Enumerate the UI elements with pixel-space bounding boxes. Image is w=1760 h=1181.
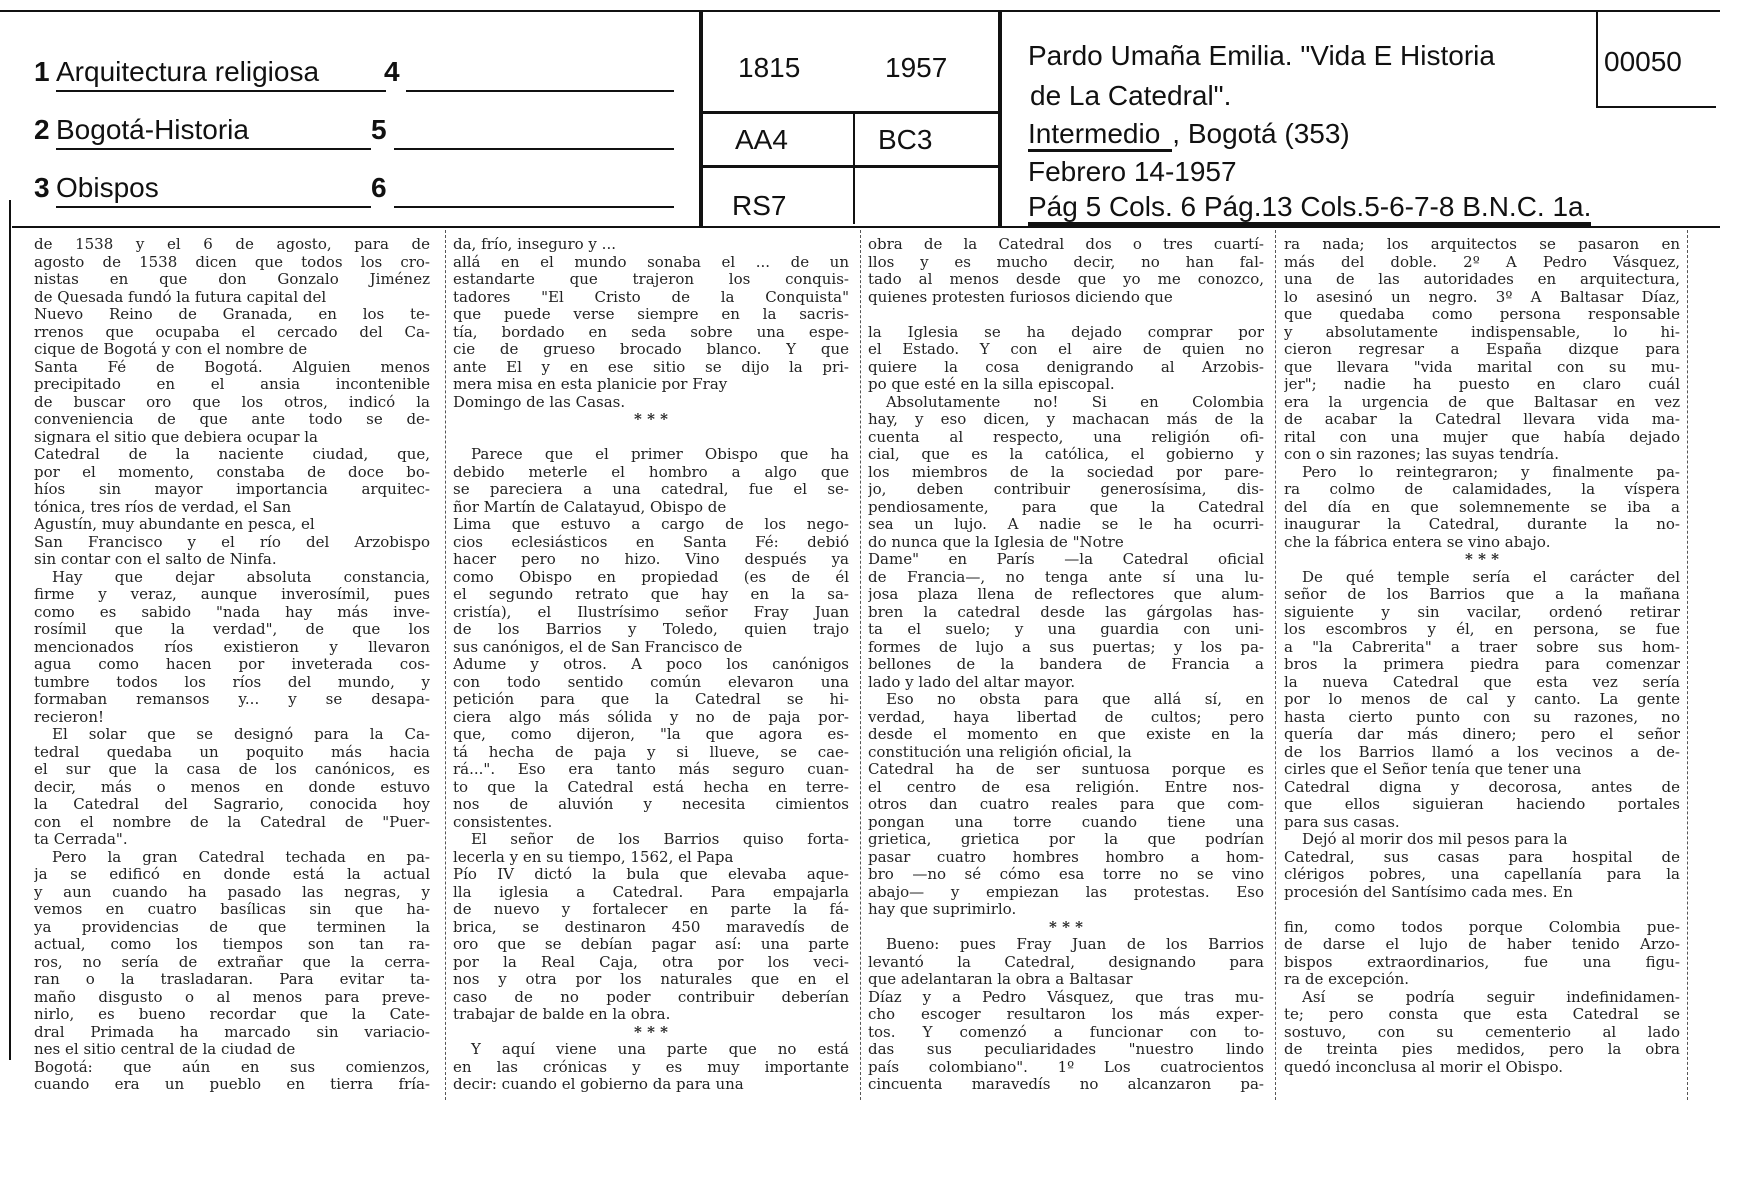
article-line: de acabar la Catedral llevara vida ma- xyxy=(1284,411,1680,428)
article-column-3 xyxy=(868,236,1264,1094)
publication-name: Intermedio xyxy=(1028,118,1172,152)
article-line: tía, bordado en seda sobre una espe- xyxy=(453,323,849,341)
article-line: lecerla y en su tiempo, 1562, el Papa xyxy=(453,848,734,866)
article-line: ta Cerrada". xyxy=(34,831,128,848)
article-line: desde el momento en que existe en la xyxy=(868,726,1264,743)
article-line: bro —no sé cómo esa torre no se vino xyxy=(868,866,1264,883)
article-line: rosímil que la verdad", de que los xyxy=(34,621,430,638)
article-line: llos y es mucho decir, no han fal- xyxy=(868,253,1264,271)
article-line: que llevara "vida marital con su mu- xyxy=(1284,358,1680,376)
subject-row-3 xyxy=(34,168,674,208)
article-line: de los Barrios llamó a los vecinos a de- xyxy=(1284,743,1680,761)
top-border xyxy=(0,10,1720,12)
subject-label: Arquitectura religiosa xyxy=(56,56,320,87)
record-number: 00050 xyxy=(1604,46,1682,77)
article-line: los escombros y él, en persona, se fue xyxy=(1284,621,1680,638)
article-line: ros, no sería de extrañar que la cerra- xyxy=(34,953,430,971)
article-line: pendiosamente, para que la Catedral xyxy=(868,498,1264,516)
article-line xyxy=(868,306,1264,324)
article-line: nos y otra por los naturales que en el xyxy=(453,971,849,988)
article-line: oro que se debían pagar así: una parte xyxy=(453,936,849,953)
subject-blank-line xyxy=(394,148,674,150)
citation-date: Febrero 14-1957 xyxy=(1028,156,1237,187)
article-line: Dejó al morir dos mil pesos para la xyxy=(1302,831,1568,848)
article-line: mera misa en esta planicie por Fray xyxy=(453,376,728,393)
article-line: decir, más o menos en donde estuvo xyxy=(34,778,430,796)
article-line: el Estado. Y con el aire de quien no xyxy=(868,341,1264,358)
article-line: pongan una torre cuando tiene una xyxy=(868,813,1264,831)
article-line: para sus casas. xyxy=(1284,813,1400,831)
subject-row-2 xyxy=(34,110,674,150)
article-line: ra de excepción. xyxy=(1284,971,1410,988)
article-line: agua como hacen por inveterada cos- xyxy=(34,656,430,673)
article-line: Díaz y a Pedro Vásquez, que tras mu- xyxy=(868,988,1264,1006)
article-line: vemos en cuatro basílicas sin que ha- xyxy=(34,901,430,918)
subject-number: 6 xyxy=(371,172,387,203)
article-line: lado y lado del altar mayor. xyxy=(868,673,1076,691)
article-line: el centro de esa religión. Entre nos- xyxy=(868,778,1264,796)
article-line: * * * xyxy=(1465,551,1499,568)
article-line: po que esté en la silla episcopal. xyxy=(868,376,1115,393)
article-line: decir: cuando el gobierno da para una xyxy=(453,1076,744,1093)
article-line: conveniencia de que ante todo se de- xyxy=(34,411,430,428)
article-line: actual, como los tiempos son tan ra- xyxy=(34,936,430,953)
subject-number: 5 xyxy=(371,114,387,145)
article-column-1 xyxy=(34,236,430,1094)
article-line: cristía), el Ilustrísimo señor Fray Juan xyxy=(453,603,849,621)
article-line: sus canónigos, el de San Francisco de xyxy=(453,638,743,656)
article-line: grietica, grietica por la que podrían xyxy=(868,831,1264,848)
article-line: cincuenta maravedís no alcanzaron pa- xyxy=(868,1076,1264,1093)
record-number-box xyxy=(1596,10,1716,108)
subject-label: Bogotá-Historia xyxy=(56,114,249,145)
subject-blank-line xyxy=(406,90,674,92)
subject-blank-line xyxy=(394,206,674,208)
article-line: Domingo de las Casas. xyxy=(453,393,626,411)
article-line: constitución una religión oficial, la xyxy=(868,743,1132,761)
article-line: Bueno: pues Fray Juan de los Barrios xyxy=(886,936,1264,953)
citation-pages: Pág 5 Cols. 6 Pág.13 Cols.5-6-7-8 B.N.C. 1a. xyxy=(1028,192,1591,226)
article-line: cieron regresar a España dizque para xyxy=(1284,341,1680,358)
article-line: por el momento, constaba de doce bo- xyxy=(34,463,430,481)
article-line: la Iglesia se ha dejado comprar por xyxy=(868,323,1264,341)
code-b: BC3 xyxy=(878,124,933,155)
article-line: Catedral de la naciente ciudad, que, xyxy=(34,446,430,463)
article-line: * * * xyxy=(1049,918,1083,936)
article-line: Catedral ha de ser suntuosa porque es xyxy=(868,761,1264,778)
article-line: estandarte que trajeron los conquis- xyxy=(453,271,849,288)
article-column-4 xyxy=(1284,236,1680,1076)
article-line: siguiente y sin vacilar, ordenó retirar xyxy=(1284,603,1680,621)
article-line: cios eclesiásticos en Santa Fé: debió xyxy=(453,533,849,551)
article-line: ran o la trasladaran. Para evitar ta- xyxy=(34,971,430,988)
article-line: ya providencias de que terminen la xyxy=(34,918,430,936)
article-line: nirlo, es bueno recordar que la Cate- xyxy=(34,1006,430,1023)
article-line: bros la primera piedra para comenzar xyxy=(1284,656,1680,673)
article-line: ra nada; los arquitectos se pasaron en xyxy=(1284,236,1680,253)
column-divider xyxy=(445,230,446,1100)
article-line: bren la catedral desde las gárgolas has- xyxy=(868,603,1264,621)
article-line: de Quesada fundó la futura capital del xyxy=(34,288,327,306)
article-line: obra de la Catedral dos o tres cuartí- xyxy=(868,236,1264,253)
article-line: nes el sitio central de la ciudad de xyxy=(34,1041,296,1058)
article-line xyxy=(1284,901,1680,919)
code-a: AA4 xyxy=(735,124,788,155)
article-line: tado al menos desde que yo me conozco, xyxy=(868,271,1264,288)
article-line: el segundo retrato que hay en la sa- xyxy=(453,586,849,603)
article-line: te; pero consta que esta Catedral se xyxy=(1284,1006,1680,1023)
article-line: de nuevo y fortalecer en parte la fá- xyxy=(453,901,849,918)
article-line: bellones de la bandera de Francia a xyxy=(868,656,1264,673)
article-line: de Francia—, no tenga ante sí una lu- xyxy=(868,568,1264,586)
article-line: cuando era un pueblo en tierra fría- xyxy=(34,1076,430,1093)
article-line: pasar cuatro hombres hombro a hom- xyxy=(868,848,1264,866)
header-divider-right xyxy=(998,10,1002,226)
article-line: josa plaza llena de reflectores que alum- xyxy=(868,586,1264,603)
body-top-rule xyxy=(12,226,1720,228)
article-line: quería dar más dinero; pero el señor xyxy=(1284,726,1680,743)
article-line: jer"; nadie ha puesto en claro cuál xyxy=(1284,376,1680,393)
article-line: Bogotá: que aún en sus comienzos, xyxy=(34,1058,430,1076)
article-line: con o sin razones; las suyas tendría. xyxy=(1284,446,1559,463)
article-line: los miembros de la sociedad por pare- xyxy=(868,463,1264,481)
article-line: señor de los Barrios que a la mañana xyxy=(1284,586,1680,603)
article-line: hay, y eso dicen, y machacan más de la xyxy=(868,411,1264,428)
year-from: 1815 xyxy=(738,52,801,83)
article-line: de 1538 y el 6 de agosto, para de xyxy=(34,236,430,253)
article-line: que ellos siguieran haciendo portales xyxy=(1284,796,1680,813)
article-line: otros dan cuatro reales para que com- xyxy=(868,796,1264,813)
article-line: cuenta al respecto, una religión ofi- xyxy=(868,428,1264,446)
article-line: tos. Y comenzó a funcionar con to- xyxy=(868,1023,1264,1041)
subject-underline xyxy=(56,206,371,208)
citation-publication-line xyxy=(1028,118,1350,150)
article-line: ante El y en ese sitio se dijo la pri- xyxy=(453,358,849,376)
article-line: la Catedral del Sagrario, conocida hoy xyxy=(34,796,430,813)
article-line: de los Barrios y Toledo, quien trajo xyxy=(453,621,849,638)
header-divider-left xyxy=(699,10,703,226)
codes-rule-2 xyxy=(700,165,1000,168)
article-line: tá hecha de paja y si llueve, se cae- xyxy=(453,743,849,761)
subject-underline xyxy=(56,148,371,150)
citation-title-line-2: de La Catedral". xyxy=(1030,80,1232,111)
article-line: hasta cierto punto con su razones, no xyxy=(1284,708,1680,726)
article-line: que, como dijeron, "la que agora es- xyxy=(453,726,849,743)
article-line: Pero lo reintegraron; y finalmente pa- xyxy=(1302,463,1680,481)
article-line: agosto de 1538 dicen que todos los cro- xyxy=(34,253,430,271)
article-line: cho escoger resultaron los más exper- xyxy=(868,1006,1264,1023)
article-line: trabajar de balde en la obra. xyxy=(453,1006,671,1023)
subject-row-1 xyxy=(34,52,674,92)
article-line: en las crónicas y es muy importante xyxy=(453,1058,849,1076)
article-line: más del doble. 2º A Pedro Vásquez, xyxy=(1284,253,1680,271)
article-line: del día en que solemnemente se iba a xyxy=(1284,498,1680,516)
article-line: levantó la Catedral, designando para xyxy=(868,953,1264,971)
article-line: por la Real Caja, otra por los veci- xyxy=(453,953,849,971)
article-line: una de las autoridades en arquitectura, xyxy=(1284,271,1680,288)
article-line: * * * xyxy=(634,411,668,428)
article-line: quiere la cosa denigrando al Arzobis- xyxy=(868,358,1264,376)
article-line: ra colmo de calamidades, la víspera xyxy=(1284,481,1680,498)
article-line: el sur que la casa de los canónicos, es xyxy=(34,761,430,778)
article-line: país colombiano". 1º Los cuatrocientos xyxy=(868,1058,1264,1076)
article-line: El solar que se designó para la Ca- xyxy=(52,726,430,743)
article-line: Pío IV dictó la bula que elevaba aque- xyxy=(453,866,849,883)
article-line: de treinta pies medidos, pero la obra xyxy=(1284,1041,1680,1058)
article-line: consistentes. xyxy=(453,813,553,831)
article-line: clérigos pobres, una capellanía para la xyxy=(1284,866,1680,883)
subject-number: 2 xyxy=(34,114,50,145)
subject-number: 4 xyxy=(384,56,400,87)
article-line: mencionados ríos existieron y llevaron xyxy=(34,638,430,656)
article-line: ta el suelo; y una guardia con uni- xyxy=(868,621,1264,638)
citation-title-line-1: Pardo Umaña Emilia. "Vida E Historia xyxy=(1028,40,1495,71)
codes-rule-1 xyxy=(700,111,1000,114)
article-line: brica, se destinaron 450 maravedís de xyxy=(453,918,849,936)
article-line: nos de aluvión y necesita cimientos xyxy=(453,796,849,813)
article-line: Lima que estuvo a cargo de los nego- xyxy=(453,516,849,533)
publication-place: , Bogotá (353) xyxy=(1172,118,1350,149)
article-line: * * * xyxy=(634,1023,668,1041)
year-to: 1957 xyxy=(885,52,948,83)
article-line: lla iglesia a Catedral. Para empajarla xyxy=(453,883,849,901)
article-line: sin contar con el salto de Ninfa. xyxy=(34,551,277,568)
article-line: lo asesinó un negro. 3º A Baltasar Díaz, xyxy=(1284,288,1680,306)
article-line: verdad, haya libertad de cultos; pero xyxy=(868,708,1264,726)
article-line: formes de lujo a sus puertas; y los pa- xyxy=(868,638,1264,656)
subject-number: 3 xyxy=(34,172,50,203)
article-line: Absolutamente no! Si en Colombia xyxy=(886,393,1264,411)
article-line: híos sin mayor importancia arquitec- xyxy=(34,481,430,498)
article-line: Parece que el primer Obispo que ha xyxy=(471,446,849,463)
article-line: fin, como todos porque Colombia pue- xyxy=(1284,918,1680,936)
article-line: ja se edificó en donde está la actual xyxy=(34,866,430,883)
article-line: como Obispo en propiedad (es de él xyxy=(453,568,849,586)
article-line: cirles que el Señor tenía que tener una xyxy=(1284,761,1582,778)
article-line: nistas en que don Gonzalo Jiménez xyxy=(34,271,430,288)
article-line: quedó inconclusa al morir el Obispo. xyxy=(1284,1058,1564,1076)
article-line: de darse el lujo de haber tenido Arzo- xyxy=(1284,936,1680,953)
article-line: Y aquí viene una parte que no está xyxy=(471,1041,849,1058)
article-line: sostuvo, con su cementerio al lado xyxy=(1284,1023,1680,1041)
article-line: tumbre todos los ríos del mundo, y xyxy=(34,673,430,691)
article-line: da, frío, inseguro y ... xyxy=(453,236,616,253)
article-line: tedral quedaba un poquito más hacia xyxy=(34,743,430,761)
article-line: ciera algo más sólida y no de paja por- xyxy=(453,708,849,726)
article-line: Eso no obsta para que allá sí, en xyxy=(886,691,1264,708)
article-line: con el nombre de la Catedral de "Puer- xyxy=(34,813,430,831)
article-line: formaban remansos y... y se desapa- xyxy=(34,691,430,708)
article-line: con todo sentido común elevaron una xyxy=(453,673,849,691)
article-column-2 xyxy=(453,236,849,1094)
article-line: rrenos que ocupaba el cercado del Ca- xyxy=(34,323,430,341)
left-border xyxy=(9,200,11,1060)
article-line: abajo— y empiezan las protestas. Eso xyxy=(868,883,1264,901)
article-line: la nueva Catedral que esta vez sería xyxy=(1284,673,1680,691)
article-line: Hay que dejar absoluta constancia, xyxy=(52,568,430,586)
article-line: se pareciera a una catedral, fue el se- xyxy=(453,481,849,498)
column-divider xyxy=(1687,230,1688,1100)
subject-number: 1 xyxy=(34,56,50,87)
article-line: bispos extraordinarios, fue una figu- xyxy=(1284,953,1680,971)
article-line: cique de Bogotá y con el nombre de xyxy=(34,341,308,358)
article-line: do nunca que la Iglesia de "Notre xyxy=(868,533,1124,551)
article-line: hay que suprimirlo. xyxy=(868,901,1017,918)
article-line: Catedral digna y decorosa, antes de xyxy=(1284,778,1680,796)
article-line: Pero la gran Catedral techada en pa- xyxy=(52,848,430,866)
article-line: firme y veraz, aunque inverosímil, pues xyxy=(34,586,430,603)
article-line: che la fábrica entera se vino abajo. xyxy=(1284,533,1551,551)
article-line: inaugurar la Catedral, durante la no- xyxy=(1284,516,1680,533)
article-line: como es sabido "nada hay más inve- xyxy=(34,603,430,621)
article-line: Catedral, sus casas para hospital de xyxy=(1284,848,1680,866)
article-line: sea un lujo. A nadie se le ha ocurri- xyxy=(868,516,1264,533)
column-divider xyxy=(1275,230,1276,1100)
article-line: tónica, tres ríos de verdad, el San xyxy=(34,498,292,516)
article-line: Nuevo Reino de Granada, en los te- xyxy=(34,306,430,323)
subject-label: Obispos xyxy=(56,172,159,203)
article-line: precipitado en el ansia incontenible xyxy=(34,376,430,393)
article-line: rital con una mujer que había dejado xyxy=(1284,428,1680,446)
article-line: signara el sitio que debiera ocupar la xyxy=(34,428,319,446)
article-line: que adelantaran la obra a Baltasar xyxy=(868,971,1133,988)
article-line: recieron! xyxy=(34,708,105,726)
article-line: das sus peculiaridades "nuestro lindo xyxy=(868,1041,1264,1058)
column-divider xyxy=(860,230,861,1100)
article-line: caso de no poder contribuir deberían xyxy=(453,988,849,1006)
article-line: rá...". Eso era tanto más seguro cuan- xyxy=(453,761,849,778)
article-line: Dame" en París —la Catedral oficial xyxy=(868,551,1264,568)
article-line: allá en el mundo sonaba el ... de un xyxy=(453,253,849,271)
article-line: que puede verse siempre en la sacris- xyxy=(453,306,849,323)
article-line: y absolutamente indispensable, lo hi- xyxy=(1284,323,1680,341)
article-line: que quedaba como persona responsable xyxy=(1284,306,1680,323)
article-line: jo, deben contribuir generosísima, dis- xyxy=(868,481,1264,498)
article-line: dral Primada ha marcado sin variacio- xyxy=(34,1023,430,1041)
article-line: de buscar oro que los otros, indicó la xyxy=(34,393,430,411)
article-line: cie de grueso brocado blanco. Y que xyxy=(453,341,849,358)
article-line: Así se podría seguir indefinidamen- xyxy=(1302,988,1680,1006)
article-line: Adume y otros. A poco los canónigos xyxy=(453,656,849,673)
article-line: petición para que la Catedral se hi- xyxy=(453,691,849,708)
article-line: ñor Martín de Calatayud, Obispo de xyxy=(453,498,727,516)
article-line: debido meterle el hombro a algo que xyxy=(453,463,849,481)
article-line: El señor de los Barrios quiso forta- xyxy=(471,831,849,848)
article-line: maño disgusto o al menos para preve- xyxy=(34,988,430,1006)
article-line: y aun cuando ha pasado las negras, y xyxy=(34,883,430,901)
subject-underline xyxy=(56,90,386,92)
article-line: era la urgencia de que Baltasar en vez xyxy=(1284,393,1680,411)
article-line xyxy=(453,429,849,447)
article-line: cial, que es la católica, el gobierno y xyxy=(868,446,1264,463)
article-line: procesión del Santísimo cada mes. En xyxy=(1284,883,1573,901)
article-line: a "la Cabrerita" a traer sobre sus hom- xyxy=(1284,638,1680,656)
codes-divider xyxy=(853,112,855,224)
article-line: Agustín, muy abundante en pesca, el xyxy=(34,516,315,533)
article-line: tadores "El Cristo de la Conquista" xyxy=(453,288,849,306)
article-line: quienes protesten furiosos diciendo que xyxy=(868,288,1173,306)
article-line: por lo menos de cal y canto. La gente xyxy=(1284,691,1680,708)
code-c: RS7 xyxy=(732,190,787,221)
article-line: to que la Catedral está hecha en terre- xyxy=(453,778,849,796)
article-line: San Francisco y el río del Arzobispo xyxy=(34,533,430,551)
article-line: De qué temple sería el carácter del xyxy=(1302,568,1680,586)
article-line: Santa Fé de Bogotá. Alguien menos xyxy=(34,358,430,376)
article-line: hacer pero no hizo. Vino después ya xyxy=(453,551,849,568)
